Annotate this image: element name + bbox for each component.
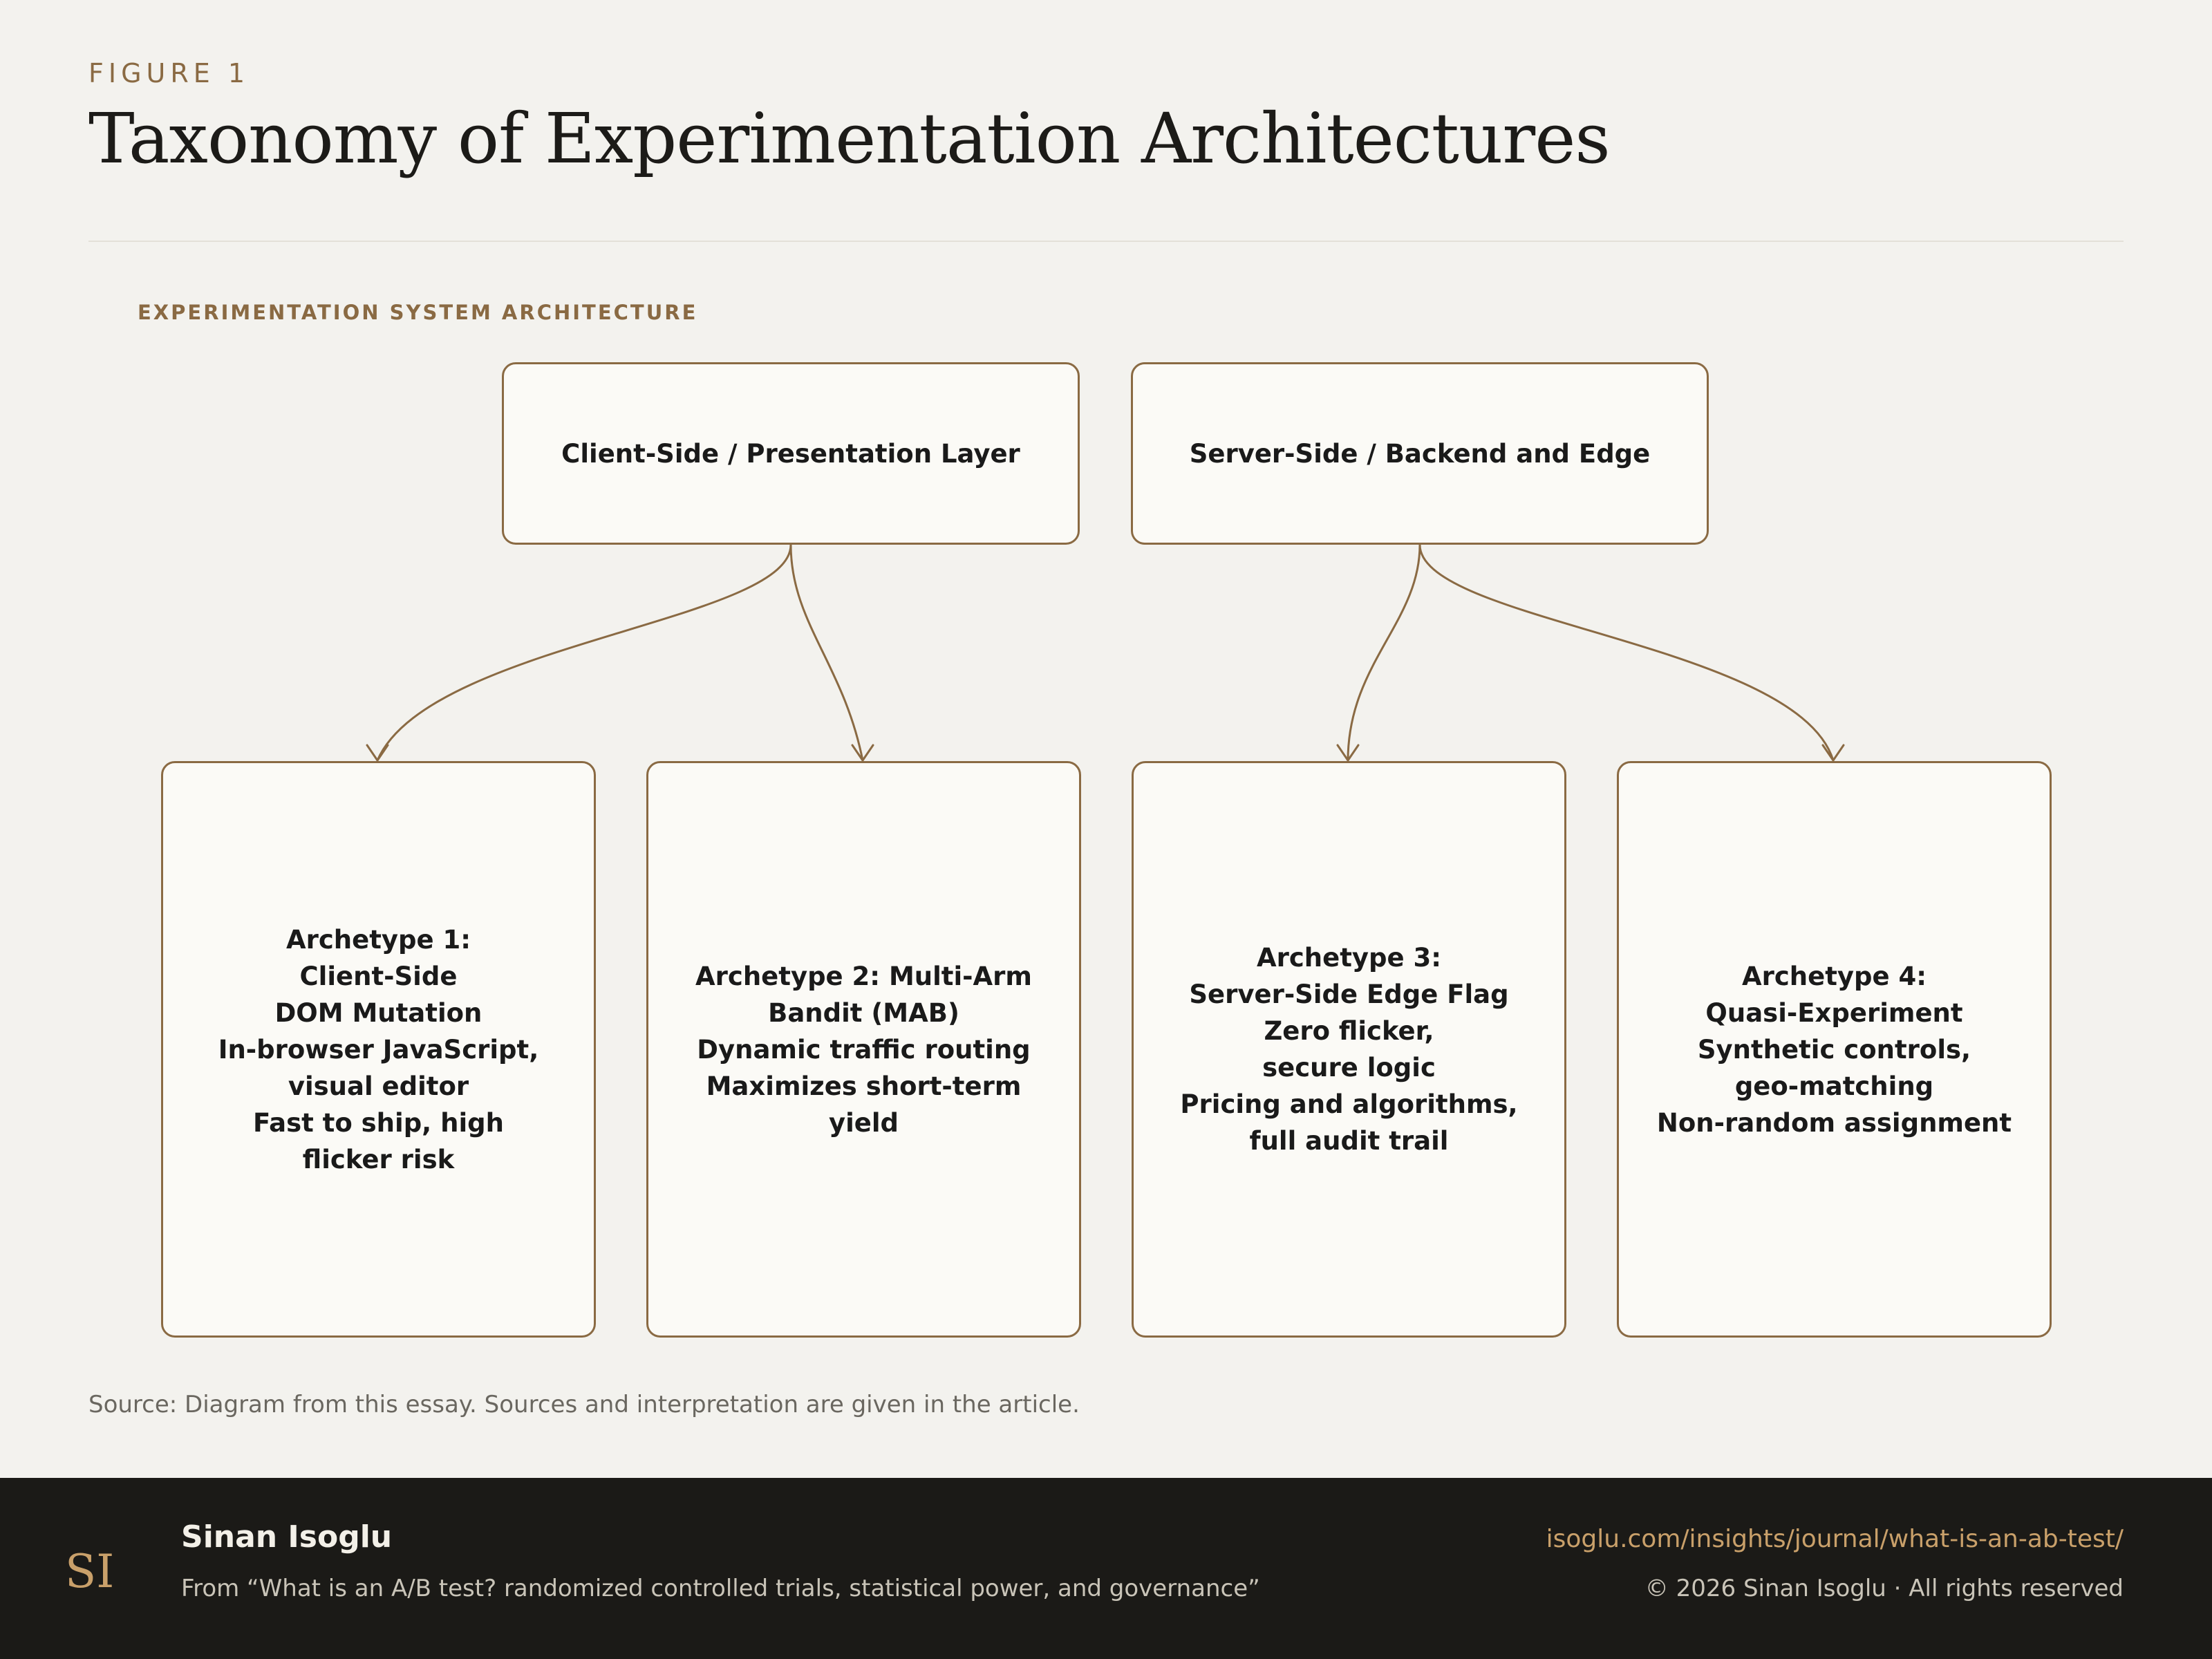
article-reference: From “What is an A/B test? randomized controlled trials, statistical power, and governance” bbox=[181, 1575, 1260, 1602]
author-name: Sinan Isoglu bbox=[181, 1519, 393, 1555]
archetype-4-text: Archetype 4: Quasi-Experiment Synthetic controls, geo-matching Non-random assignment bbox=[1656, 961, 2012, 1138]
category-label: Server-Side / Backend and Edge bbox=[1189, 438, 1651, 469]
archetype-1-text: Archetype 1: Client-Side DOM Mutation In-browser JavaScript, visual editor Fast to ship, high flicker risk bbox=[218, 924, 539, 1174]
source-note: Source: Diagram from this essay. Sources and interpretation are given in the article. bbox=[88, 1391, 1080, 1418]
figure-title: Taxonomy of Experimentation Architectures bbox=[88, 98, 1610, 179]
copyright-notice: © 2026 Sinan Isoglu · All rights reserved bbox=[1644, 1575, 2124, 1602]
article-url-link[interactable]: isoglu.com/insights/journal/what-is-an-ab-test/ bbox=[1546, 1525, 2124, 1553]
diagram-section-label: EXPERIMENTATION SYSTEM ARCHITECTURE bbox=[138, 301, 698, 324]
category-label: Client-Side / Presentation Layer bbox=[561, 438, 1020, 469]
archetype-1-box bbox=[161, 761, 596, 1338]
archetype-3-text: Archetype 3: Server-Side Edge Flag Zero flicker, secure logic Pricing and algorithms, full audit trail bbox=[1180, 943, 1518, 1156]
category-server-side bbox=[1131, 362, 1709, 545]
connector-server-to-archetype-4 bbox=[1420, 545, 1833, 760]
archetype-2-box bbox=[646, 761, 1081, 1338]
archetype-3-box bbox=[1132, 761, 1566, 1338]
category-client-side bbox=[502, 362, 1080, 545]
author-logo-icon bbox=[64, 1541, 116, 1597]
footer bbox=[0, 1478, 2212, 1659]
connector-client-to-archetype-1 bbox=[377, 545, 791, 760]
archetype-2-text: Archetype 2: Multi-Arm Bandit (MAB) Dynamic traffic routing Maximizes short-term yield bbox=[695, 961, 1032, 1138]
logo-monogram: SI bbox=[65, 1545, 115, 1597]
archetype-4-box bbox=[1617, 761, 2052, 1338]
connector-client-to-archetype-2 bbox=[791, 545, 863, 760]
figure-label: FIGURE 1 bbox=[88, 58, 250, 88]
connector-server-to-archetype-3 bbox=[1348, 545, 1420, 760]
